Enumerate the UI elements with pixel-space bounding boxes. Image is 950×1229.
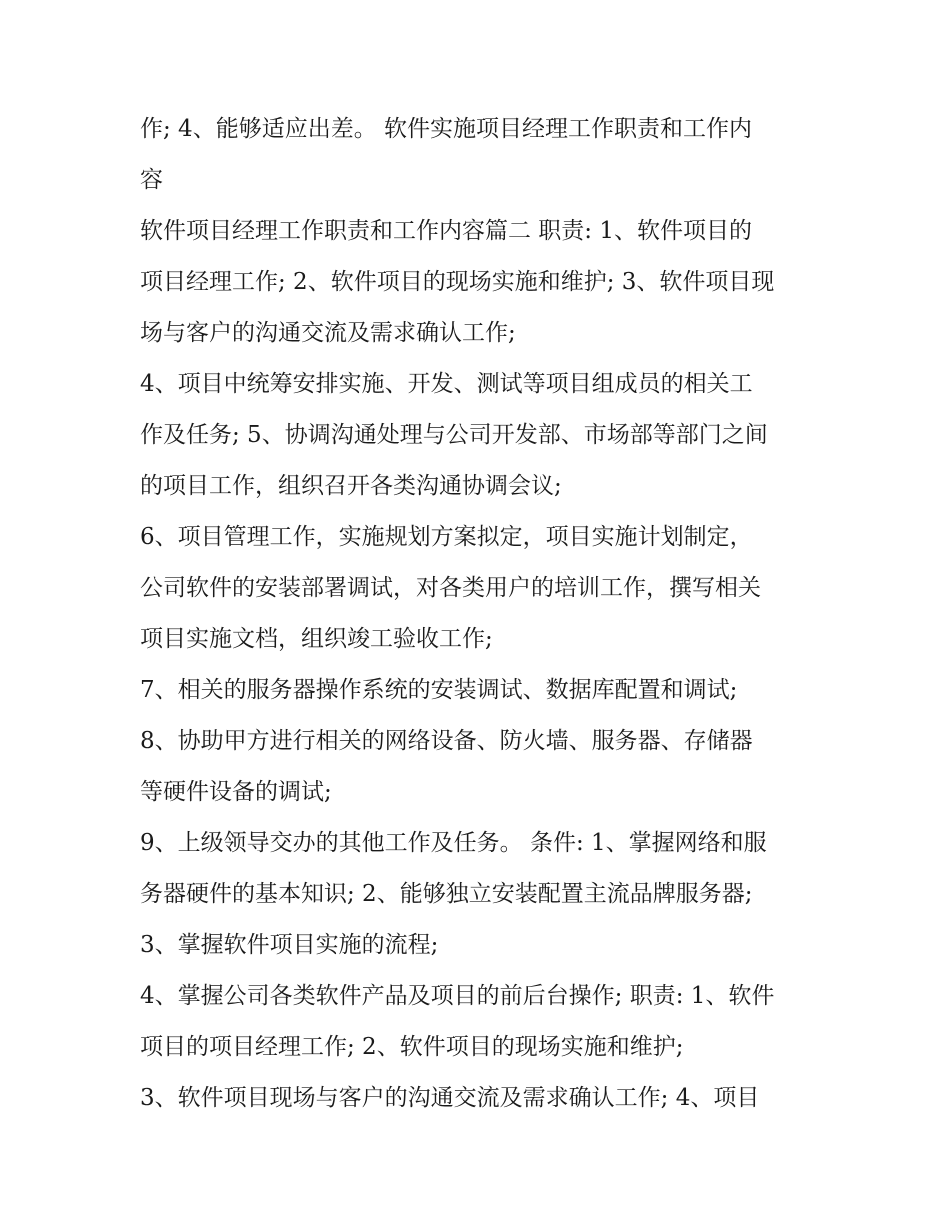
text-line: 公司软件的安装部署调试，对各类用户的培训工作，撰写相关	[140, 575, 761, 601]
text-line: 6、项目管理工作，实施规划方案拟定，项目实施计划制定，	[140, 524, 753, 550]
text-line: 4、项目中统筹安排实施、开发、测试等项目组成员的相关工	[140, 371, 753, 397]
text-line: 4、掌握公司各类软件产品及项目的前后台操作; 职责: 1、软件	[140, 983, 775, 1009]
text-line: 场与客户的沟通交流及需求确认工作;	[140, 320, 516, 346]
text-line: 项目经理工作; 2、软件项目的现场实施和维护; 3、软件项目现	[140, 269, 775, 295]
text-line: 3、掌握软件项目实施的流程;	[140, 932, 439, 958]
text-line: 8、协助甲方进行相关的网络设备、防火墙、服务器、存储器	[140, 728, 753, 754]
text-line: 作及任务; 5、协调沟通处理与公司开发部、市场部等部门之间	[140, 422, 768, 448]
text-line: 等硬件设备的调试;	[140, 779, 332, 805]
text-line: 软件项目经理工作职责和工作内容篇二 职责: 1、软件项目的	[140, 218, 753, 244]
text-line: 务器硬件的基本知识; 2、能够独立安装配置主流品牌服务器;	[140, 881, 753, 907]
text-line: 7、相关的服务器操作系统的安装调试、数据库配置和调试;	[140, 677, 738, 703]
text-line: 的项目工作，组织召开各类沟通协调会议;	[140, 473, 562, 499]
text-line: 作; 4、能够适应出差。 软件实施项目经理工作职责和工作内	[140, 116, 753, 142]
document-body	[140, 104, 830, 1124]
text-line: 容	[140, 167, 163, 193]
text-line: 9、上级领导交办的其他工作及任务。 条件: 1、掌握网络和服	[140, 830, 767, 856]
text-line: 3、软件项目现场与客户的沟通交流及需求确认工作; 4、项目	[140, 1085, 760, 1111]
text-line: 项目实施文档，组织竣工验收工作;	[140, 626, 493, 652]
text-line: 项目的项目经理工作; 2、软件项目的现场实施和维护;	[140, 1034, 684, 1060]
